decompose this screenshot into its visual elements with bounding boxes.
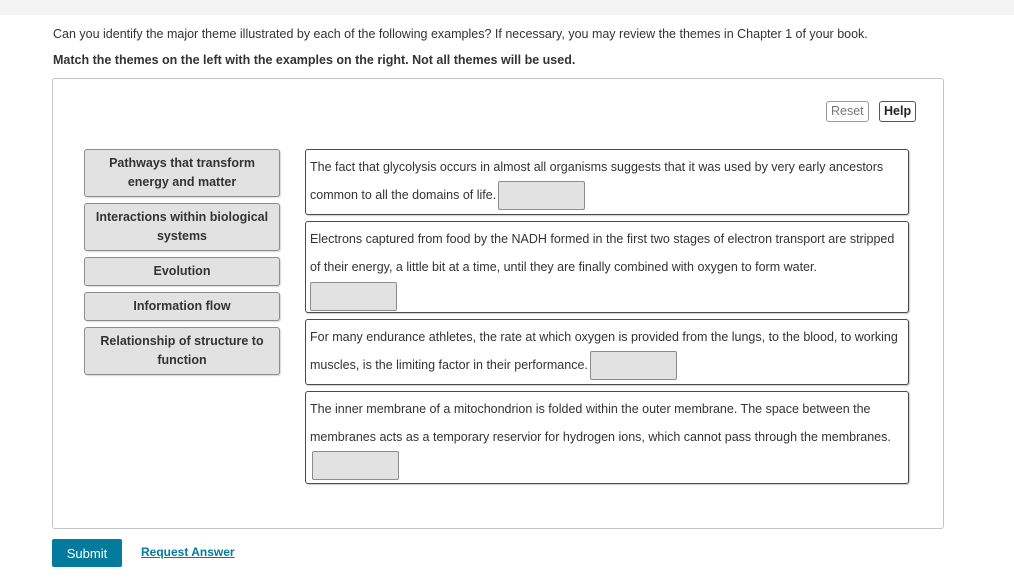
theme-structure-function[interactable]: Relationship of structure to function: [84, 327, 280, 375]
example-text: The inner membrane of a mitochondrion is folded within the outer membrane. The space between the membranes acts as a temporary reservior for hydrogen ions, which cannot pass through the membranes.: [310, 402, 891, 444]
instructions-text: Can you identify the major theme illustrated by each of the following examples? If necessary, you may review the themes in Chapter 1 of your book.: [53, 27, 868, 41]
reset-button[interactable]: Reset: [826, 101, 869, 122]
drop-target[interactable]: [312, 451, 399, 480]
theme-pathways[interactable]: Pathways that transform energy and matter: [84, 149, 280, 197]
example-text: For many endurance athletes, the rate at which oxygen is provided from the lungs, to the blood, to working muscles, is the limiting factor in their performance.: [310, 330, 898, 372]
submit-button[interactable]: Submit: [52, 539, 122, 567]
help-button[interactable]: Help: [879, 101, 916, 122]
request-answer-link[interactable]: Request Answer: [141, 545, 235, 559]
drop-target[interactable]: [590, 351, 677, 380]
drop-target[interactable]: [498, 181, 585, 210]
instructions-match: Match the themes on the left with the examples on the right. Not all themes will be used.: [53, 53, 576, 67]
example-athletes: [305, 319, 909, 385]
top-bar: [0, 0, 1014, 15]
example-mitochondrion: [305, 391, 909, 484]
theme-evolution[interactable]: Evolution: [84, 257, 280, 286]
example-glycolysis: [305, 149, 909, 215]
example-text: Electrons captured from food by the NADH formed in the first two stages of electron transport are stripped of their energy, a little bit at a time, until they are finally combined with oxygen to form water.: [310, 232, 895, 274]
theme-information-flow[interactable]: Information flow: [84, 292, 280, 321]
theme-interactions[interactable]: Interactions within biological systems: [84, 203, 280, 251]
drop-target[interactable]: [310, 282, 397, 311]
example-text: The fact that glycolysis occurs in almost all organisms suggests that it was used by very early ancestors common to all the domains of life.: [310, 160, 884, 202]
example-electrons: [305, 221, 909, 313]
